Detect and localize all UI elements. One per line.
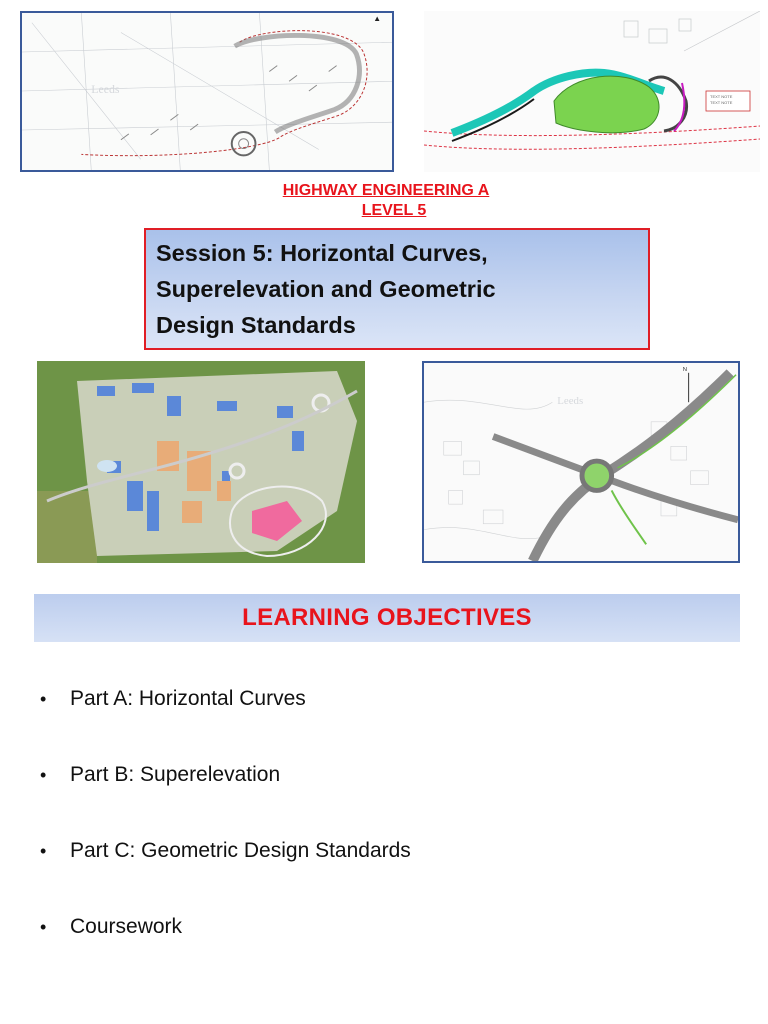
course-title-line2: LEVEL 5: [361, 202, 427, 219]
course-title-line1: HIGHWAY ENGINEERING A: [282, 182, 490, 199]
objective-text: Part C: Geometric Design Standards: [70, 839, 411, 862]
aerial-masterplan-image: [37, 361, 365, 563]
road-scheme-image: [424, 11, 760, 172]
svg-text:N: N: [682, 366, 687, 373]
bullet-icon: •: [40, 765, 47, 785]
list-item: [40, 832, 411, 870]
learning-objectives-banner: [34, 594, 740, 642]
learning-objectives-heading: LEARNING OBJECTIVES: [242, 604, 532, 631]
svg-text:TEXT NOTE: TEXT NOTE: [710, 100, 733, 105]
list-item: [40, 680, 411, 718]
svg-text:Leeds: Leeds: [557, 395, 584, 408]
svg-text:▲: ▲: [373, 13, 382, 23]
list-item: [40, 756, 411, 794]
svg-text:TEXT NOTE: TEXT NOTE: [710, 94, 733, 99]
objective-text: Part B: Superelevation: [70, 763, 281, 786]
objectives-list: [40, 680, 411, 984]
highway-plan-image: [20, 11, 394, 172]
session-title-line-3: Design Standards: [156, 312, 356, 338]
bullet-icon: •: [40, 841, 47, 861]
bullet-icon: •: [40, 689, 47, 709]
bullet-icon: •: [40, 917, 47, 937]
svg-text:Leeds: Leeds: [91, 83, 120, 96]
session-title-box: [144, 228, 650, 350]
objective-text: Coursework: [70, 915, 183, 938]
session-title-line-1: Session 5: Horizontal Curves,: [156, 240, 488, 266]
list-item: [40, 908, 411, 946]
session-title-line-2: Superelevation and Geometric: [156, 276, 496, 302]
junction-plan-image: [422, 361, 740, 563]
objective-text: Part A: Horizontal Curves: [70, 687, 306, 710]
